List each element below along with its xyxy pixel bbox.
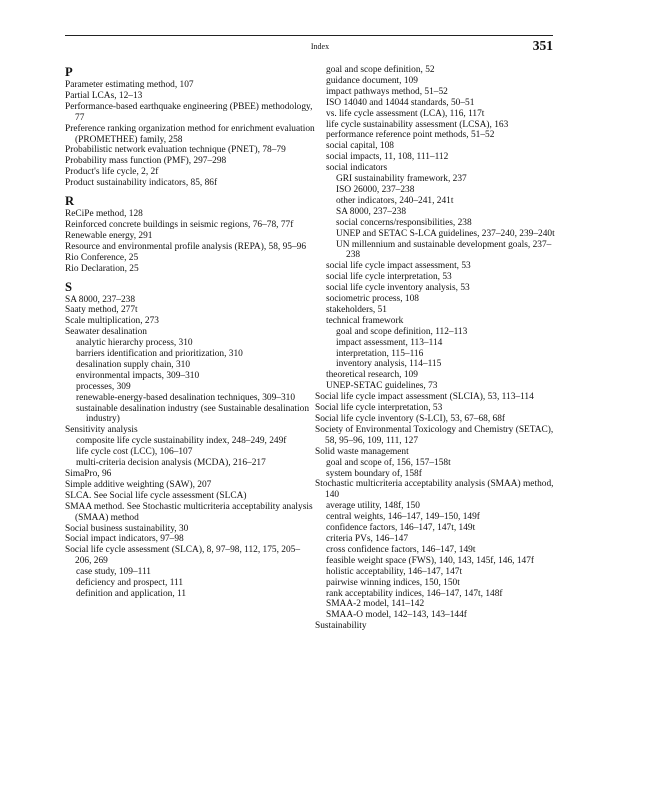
index-subentry: feasible weight space (FWS), 140, 143, 145f, 146, 147f xyxy=(326,555,535,566)
index-entry: Social impact indicators, 97–98 xyxy=(65,534,184,545)
index-entry: Sustainability xyxy=(315,621,367,632)
index-entry: Partial LCAs, 12–13 xyxy=(65,90,143,101)
index-subentry: life cycle sustainability assessment (LCSA), 163 xyxy=(326,119,509,130)
index-subsubentry: GRI sustainability framework, 237 xyxy=(336,174,467,185)
index-entry: Product sustainability indicators, 85, 86f xyxy=(65,178,218,189)
section-letter-p: P xyxy=(65,65,73,79)
index-subentry: impact pathways method, 51–52 xyxy=(326,86,448,97)
index-entry: SLCA. See Social life cycle assessment (SLCA) xyxy=(65,490,247,501)
index-subentry: case study, 109–111 xyxy=(76,567,151,578)
index-subsubentry: interpretation, 115–116 xyxy=(336,348,424,359)
index-entry: Probabilistic network evaluation technique (PNET), 78–79 xyxy=(65,145,286,156)
index-subentry: social life cycle inventory analysis, 53 xyxy=(326,283,470,294)
section-letter-s: S xyxy=(65,279,73,294)
index-subentry: deficiency and prospect, 111 xyxy=(76,578,184,589)
index-subentry: stakeholders, 51 xyxy=(326,304,387,315)
index-subentry: technical framework xyxy=(326,315,404,326)
index-entry: Preference ranking organization method for enrichment evaluation (PROMETHEE) family, 258 xyxy=(65,123,315,145)
index-subsubentry: UN millennium and sustainable development goals, 237–238 xyxy=(336,239,552,261)
index-subsubentry: social concerns/responsibilities, 238 xyxy=(336,217,472,228)
index-entry: SimaPro, 96 xyxy=(65,469,112,479)
index-entry: ReCiPe method, 128 xyxy=(65,209,143,220)
index-subentry: ISO 14040 and 14044 standards, 50–51 xyxy=(326,97,475,108)
index-subentry: social indicators xyxy=(326,163,388,174)
index-subentry: holistic acceptability, 146–147, 147t xyxy=(326,566,463,577)
index-entry: Parameter estimating method, 107 xyxy=(65,80,194,90)
index-subentry: cross confidence factors, 146–147, 149t xyxy=(326,544,476,555)
index-subentry: barriers identification and prioritization, 310 xyxy=(76,349,243,360)
index-subentry: rank acceptability indices, 146–147, 147t, 148f xyxy=(326,588,503,599)
index-entry: Performance-based earthquake engineering (PBEE) methodology, 77 xyxy=(65,101,313,123)
index-subentry: analytic hierarchy process, 310 xyxy=(76,338,193,349)
index-subentry: sustainable desalination industry (see Sustainable desalination industry) xyxy=(76,403,310,425)
index-subentry: social capital, 108 xyxy=(326,141,394,152)
index-subentry: definition and application, 11 xyxy=(76,588,187,599)
index-subentry: goal and scope definition, 52 xyxy=(326,65,435,75)
index-entry: SMAA method. See Stochastic multicriteria acceptability analysis (SMAA) method xyxy=(65,501,313,523)
index-entry: Reinforced concrete buildings in seismic regions, 76–78, 77f xyxy=(65,219,294,230)
index-subsubentry: UNEP and SETAC S-LCA guidelines, 237–240, 239–240t xyxy=(336,228,555,239)
index-entry: Social life cycle assessment (SLCA), 8, 97–98, 112, 175, 205–206, 269 xyxy=(65,545,301,567)
index-entry: Resource and environmental profile analysis (REPA), 58, 95–96 xyxy=(65,241,307,252)
index-subsubentry: impact assessment, 113–114 xyxy=(336,337,443,348)
index-subentry: pairwise winning indices, 150, 150t xyxy=(326,577,460,588)
index-entry: Social life cycle inventory (S-LCI), 53, 67–68, 68f xyxy=(315,414,506,424)
index-entry: Probability mass function (PMF), 297–298 xyxy=(65,156,227,167)
index-subentry: desalination supply chain, 310 xyxy=(76,359,191,370)
index-subentry: SMAA-2 model, 141–142 xyxy=(326,599,425,610)
index-column-left xyxy=(65,65,315,600)
index-subentry: processes, 309 xyxy=(76,381,131,392)
index-entry: Solid waste management xyxy=(315,446,409,457)
index-entry: Stochastic multicriteria acceptability analysis (SMAA) method, 140 xyxy=(315,479,554,501)
index-subentry: renewable-energy-based desalination techniques, 309–310 xyxy=(76,392,296,403)
index-subentry: average utility, 148f, 150 xyxy=(326,501,420,512)
index-entry: Society of Environmental Toxicology and Chemistry (SETAC), 58, 95–96, 109, 111, 127 xyxy=(315,424,554,446)
index-subentry: vs. life cycle assessment (LCA), 116, 117t xyxy=(326,108,485,119)
index-entry: Seawater desalination xyxy=(65,327,147,338)
index-subsubentry: goal and scope definition, 112–113 xyxy=(336,326,468,337)
index-entry: Rio Conference, 25 xyxy=(65,252,139,263)
index-subsubentry: SA 8000, 237–238 xyxy=(336,206,407,217)
index-subentry: confidence factors, 146–147, 147t, 149t xyxy=(326,523,476,534)
index-entry: Saaty method, 277t xyxy=(65,305,138,316)
index-subentry: UNEP-SETAC guidelines, 73 xyxy=(326,381,438,392)
index-subsubentry: ISO 26000, 237–238 xyxy=(336,184,415,195)
index-subentry: guidance document, 109 xyxy=(326,75,418,86)
index-entry: Social life cycle interpretation, 53 xyxy=(315,403,443,414)
index-subentry: social impacts, 11, 108, 111–112 xyxy=(326,152,449,163)
index-entry: Renewable energy, 291 xyxy=(65,230,153,241)
index-entry: Rio Declaration, 25 xyxy=(65,263,139,274)
index-entry: Social business sustainability, 30 xyxy=(65,523,189,534)
index-subentry: composite life cycle sustainability index, 248–249, 249f xyxy=(76,436,287,447)
index-subentry: central weights, 146–147, 149–150, 149f xyxy=(326,512,480,523)
section-letter-r: R xyxy=(65,194,75,209)
index-entry: Scale multiplication, 273 xyxy=(65,316,159,327)
index-subsubentry: inventory analysis, 114–115 xyxy=(336,359,442,370)
index-column-right xyxy=(315,65,560,632)
index-subentry: social life cycle impact assessment, 53 xyxy=(326,261,471,272)
page-number: 351 xyxy=(532,38,553,53)
index-subentry: social life cycle interpretation, 53 xyxy=(326,272,452,283)
header-rule xyxy=(65,35,553,36)
index-subentry: theoretical research, 109 xyxy=(326,370,418,381)
index-subentry: SMAA-O model, 142–143, 143–144f xyxy=(326,610,467,621)
running-header-title: Index xyxy=(310,42,330,51)
index-subsubentry: other indicators, 240–241, 241t xyxy=(336,195,454,206)
index-subentry: system boundary of, 158f xyxy=(326,468,422,479)
index-subentry: environmental impacts, 309–310 xyxy=(76,370,200,381)
index-entry: Social life cycle impact assessment (SLCIA), 53, 113–114 xyxy=(315,392,534,403)
index-entry: Sensitivity analysis xyxy=(65,425,138,436)
index-entry: SA 8000, 237–238 xyxy=(65,294,136,305)
index-entry: Product's life cycle, 2, 2f xyxy=(65,167,159,178)
index-subentry: criteria PVs, 146–147 xyxy=(326,533,409,544)
index-entry: Simple additive weighting (SAW), 207 xyxy=(65,479,212,490)
index-subentry: goal and scope of, 156, 157–158t xyxy=(326,457,451,468)
index-subentry: life cycle cost (LCC), 106–107 xyxy=(76,447,193,458)
index-subentry: performance reference point methods, 51–52 xyxy=(326,130,495,141)
index-subentry: multi-criteria decision analysis (MCDA), 216–217 xyxy=(76,458,266,469)
index-subentry: sociometric process, 108 xyxy=(326,294,419,305)
